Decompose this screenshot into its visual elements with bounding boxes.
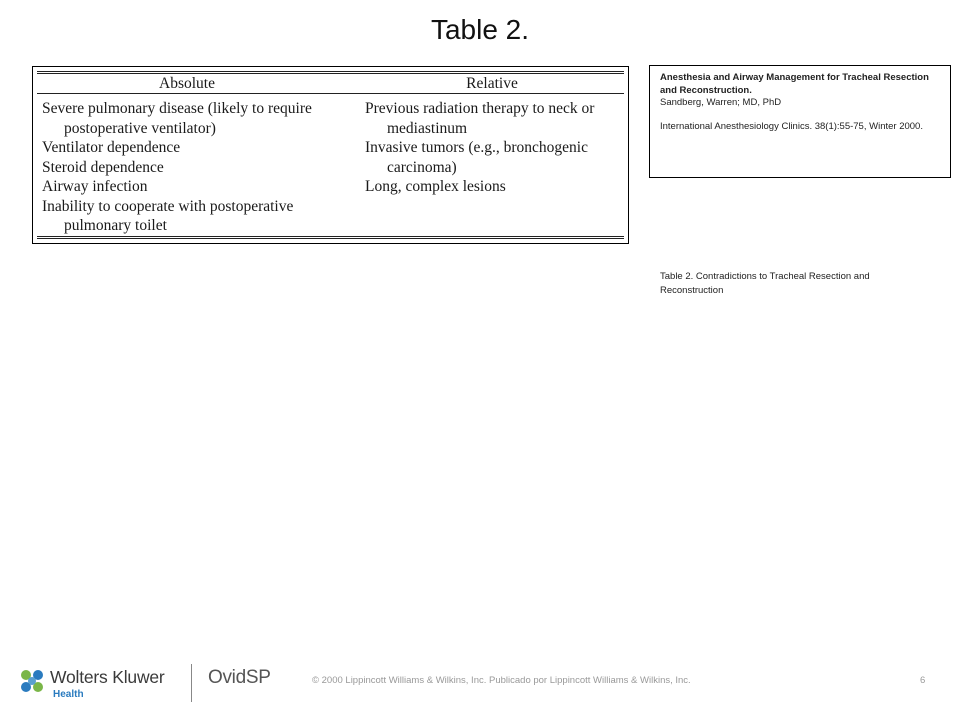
relative-column [365, 99, 630, 197]
page-number: 6 [920, 675, 926, 686]
wolters-kluwer-logo [16, 663, 186, 707]
table-cell: Steroid dependence [42, 158, 164, 176]
copyright-text: © 2000 Lippincott Williams & Wilkins, Inc. Publicado por Lippincott Williams & Wilkins, Inc. [312, 675, 691, 686]
table-cell: Ventilator dependence [42, 139, 181, 156]
contraindications-table [32, 66, 629, 244]
header-absolute: Absolute [159, 75, 215, 92]
table-rule-top [37, 71, 624, 72]
slide-title: Table 2. [430, 14, 530, 45]
table-cell: Severe pulmonary disease (likely to require postoperative ventilator) [42, 100, 312, 137]
table-rule-header [37, 93, 624, 94]
citation-title[interactable]: Anesthesia and Airway Management for Tracheal Resection and Reconstruction. [660, 72, 929, 96]
brand-name: Wolters Kluwer [50, 667, 165, 687]
citation-authors: Sandberg, Warren; MD, PhD [660, 97, 782, 108]
table-cell: Long, complex lesions [365, 178, 506, 195]
citation-journal: International Anesthesiology Clinics. 38(1):55-75, Winter 2000. [660, 120, 923, 132]
table-rule-bottom [37, 238, 624, 239]
absolute-column [42, 99, 362, 236]
ovidsp-logo: OvidSP [208, 667, 271, 688]
header-relative: Relative [466, 75, 518, 92]
table-cell: Inability to cooperate with postoperative pulmonary toilet [42, 197, 294, 234]
brand-sub: Health [53, 689, 84, 700]
wolters-kluwer-mark-icon [16, 665, 48, 697]
table-caption: Table 2. Contradictions to Tracheal Resection and Reconstruction [660, 271, 870, 296]
table-cell: Airway infection [42, 178, 148, 195]
footer-divider [191, 664, 192, 702]
table-rule-top-double [37, 73, 624, 74]
citation-box [649, 65, 951, 178]
table-rule-bottom-double [37, 236, 624, 237]
footer [0, 660, 960, 710]
table-cell: Invasive tumors (e.g., bronchogenic carcinoma) [365, 139, 588, 176]
table-cell: Previous radiation therapy to neck or mediastinum [365, 100, 595, 137]
